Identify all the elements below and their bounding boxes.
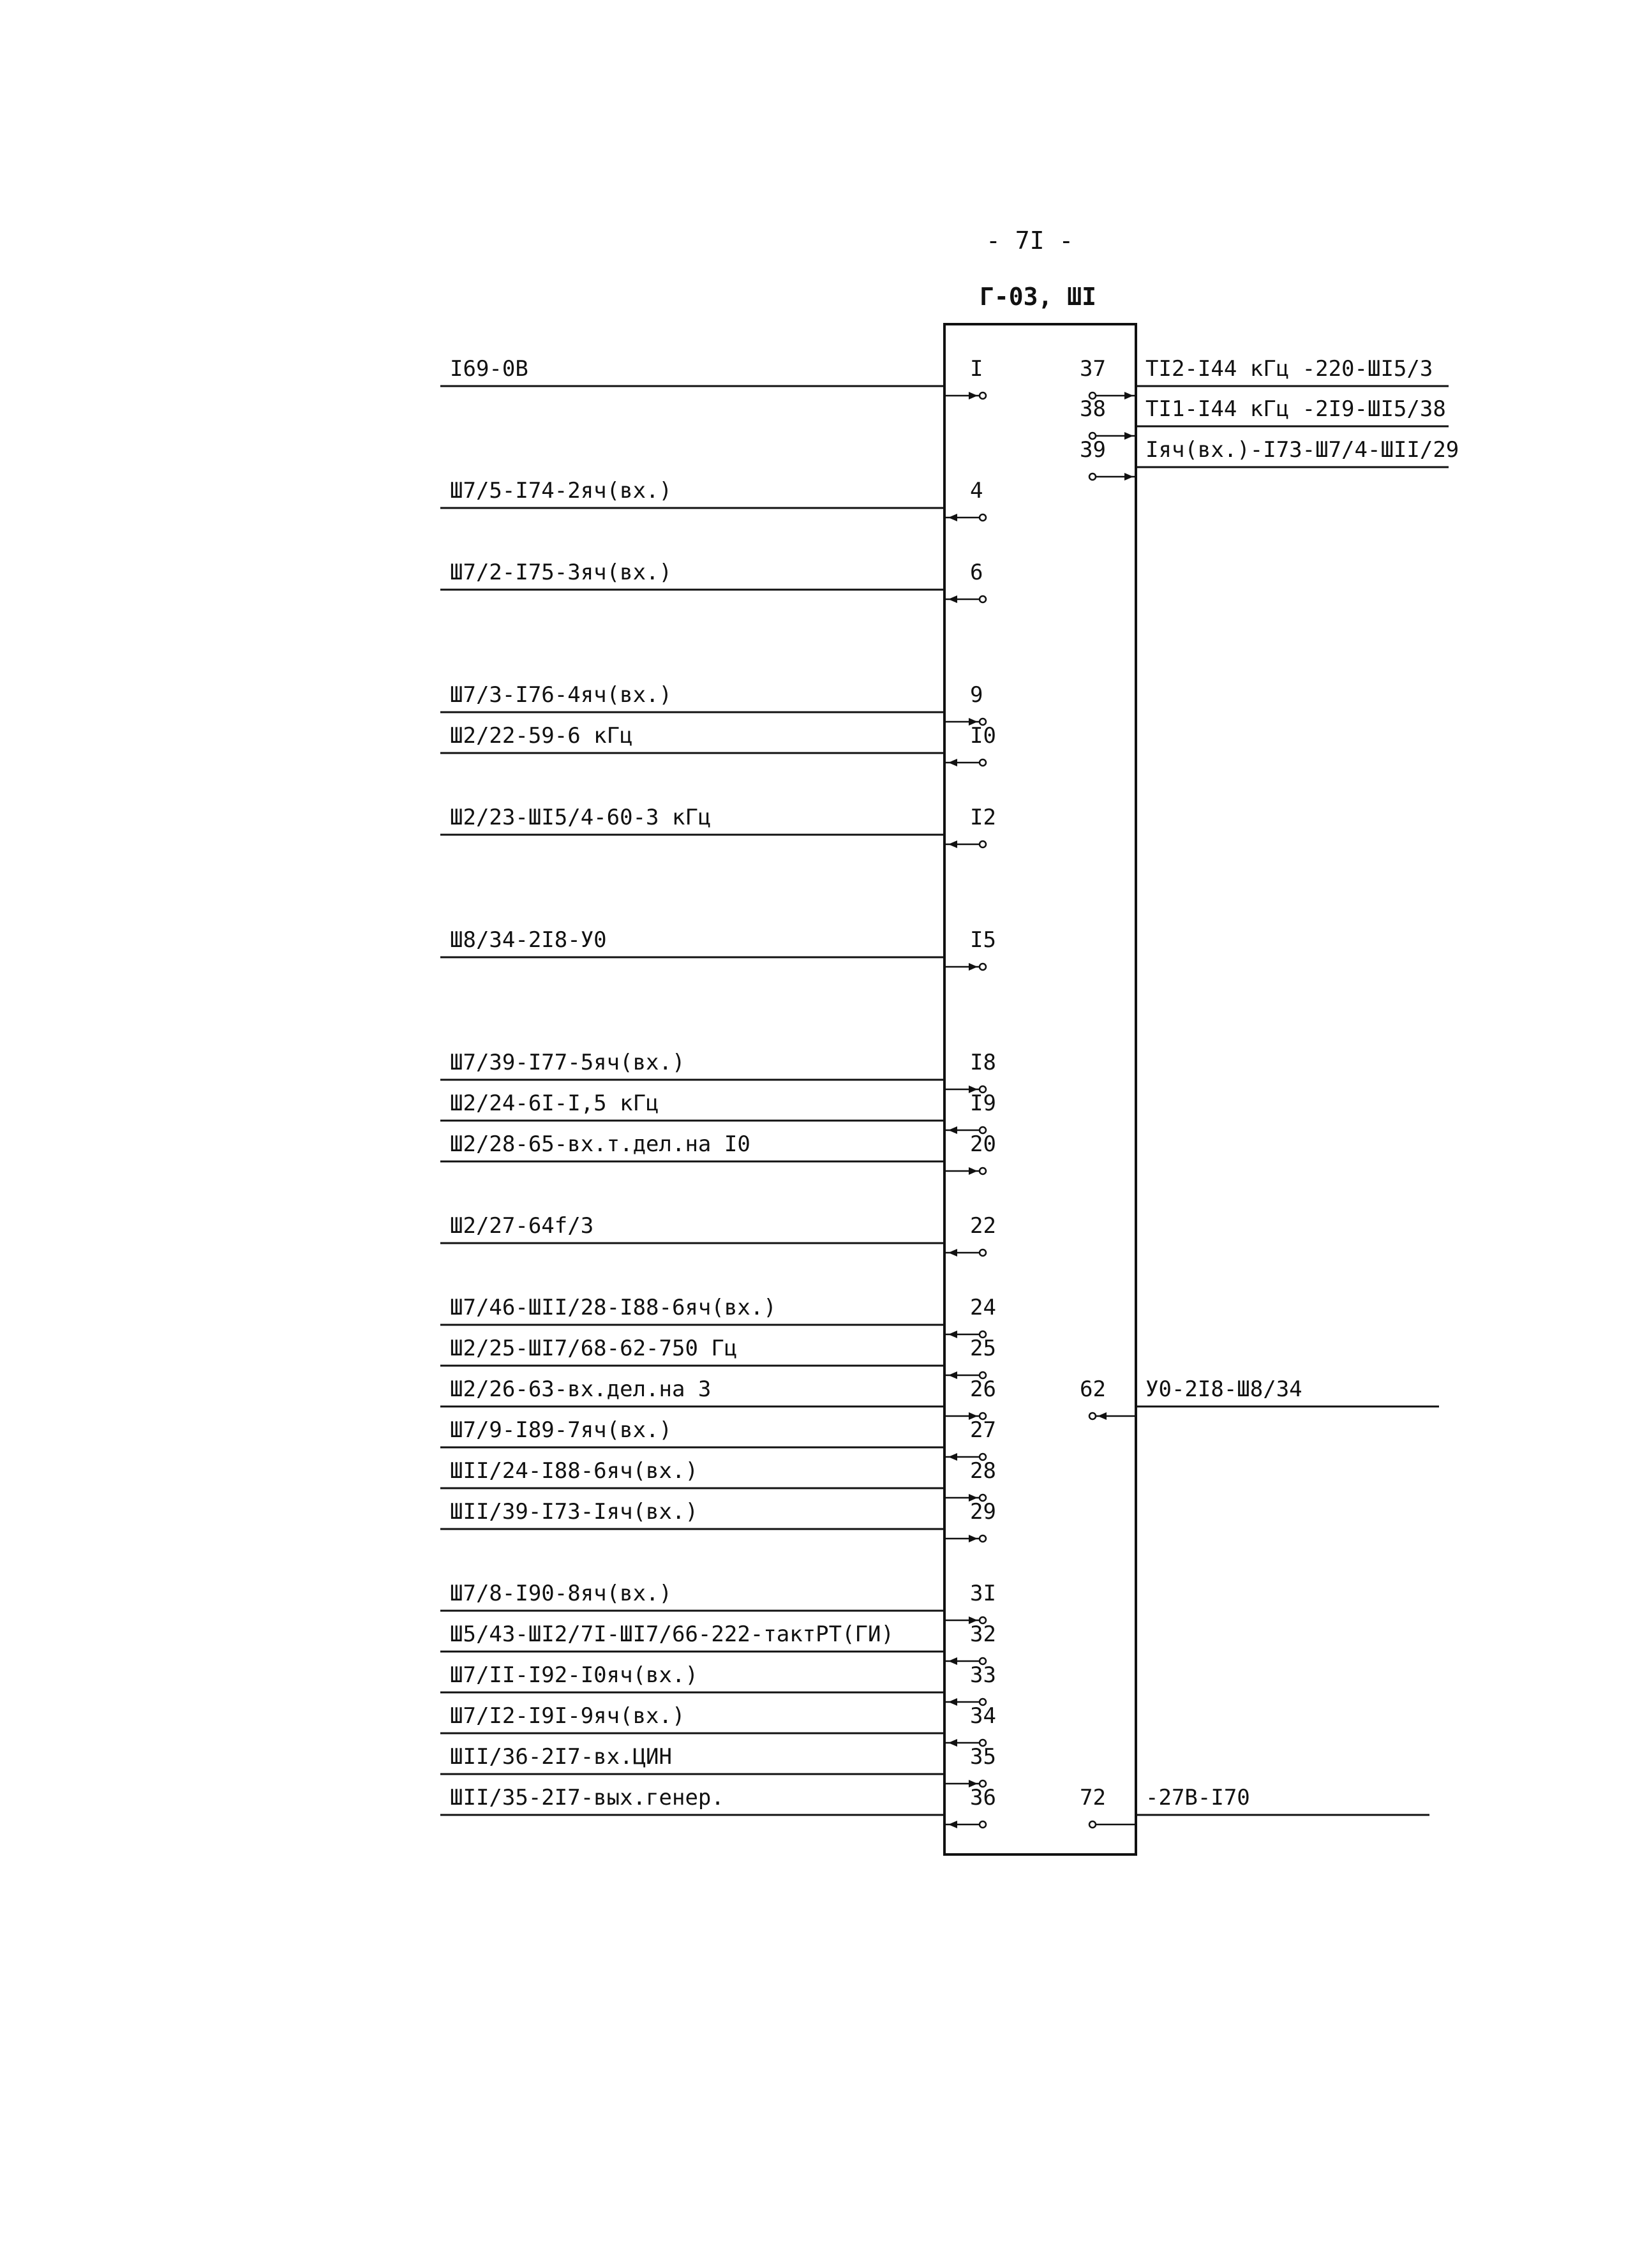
pin-number: 36	[970, 1785, 996, 1810]
arrow-out-icon	[948, 1739, 957, 1747]
connection-label: ШII/35-2I7-вых.генер.	[450, 1785, 724, 1810]
left-connection	[440, 1744, 996, 1787]
arrow-in-icon	[969, 1167, 978, 1175]
pin-number: 28	[970, 1458, 996, 1484]
pin-number: 38	[1080, 396, 1106, 422]
arrow-in-icon	[1098, 1412, 1107, 1420]
pin-number: 34	[970, 1703, 996, 1729]
arrow-in-icon	[969, 1535, 978, 1542]
pin-number: 37	[1080, 356, 1106, 382]
pin-number: 32	[970, 1622, 996, 1647]
connection-label: Ш2/27-64f/3	[450, 1213, 594, 1239]
pin-number: 27	[970, 1417, 996, 1443]
left-connection	[440, 1336, 996, 1379]
arrow-out-icon	[948, 595, 957, 603]
pin-number: 26	[970, 1376, 996, 1402]
connection-label: Ш7/9-I89-7яч(вх.)	[450, 1417, 672, 1443]
connection-label: Ш2/28-65-вх.т.дел.на I0	[450, 1131, 750, 1157]
left-connection	[440, 478, 986, 521]
terminal-circle	[980, 392, 986, 399]
connection-label: Ш2/22-59-6 кГц	[450, 723, 633, 749]
left-connection	[440, 1050, 996, 1093]
left-connection	[440, 1499, 996, 1542]
connection-label: Ш7/8-I90-8яч(вх.)	[450, 1581, 672, 1606]
left-connection	[440, 1703, 996, 1747]
connection-label: Ш8/34-2I8-У0	[450, 927, 607, 953]
page-number: - 7I -	[986, 227, 1074, 255]
arrow-out-icon	[1124, 473, 1133, 481]
pin-number: I8	[970, 1050, 996, 1075]
left-connection	[440, 927, 996, 971]
pin-number: 35	[970, 1744, 996, 1770]
pin-number: 6	[970, 560, 983, 585]
pin-number: 9	[970, 682, 983, 708]
left-connection	[440, 1131, 996, 1175]
left-connection	[440, 1376, 996, 1420]
pin-number: 39	[1080, 437, 1106, 463]
left-connections	[440, 356, 996, 1828]
arrow-out-icon	[948, 1331, 957, 1338]
pin-number: I9	[970, 1091, 996, 1116]
pin-number: 20	[970, 1131, 996, 1157]
terminal-circle	[980, 1535, 986, 1542]
connection-label: Ш7/3-I76-4яч(вх.)	[450, 682, 672, 708]
connection-label: ШII/39-I73-Iяч(вх.)	[450, 1499, 698, 1525]
arrow-out-icon	[948, 1371, 957, 1379]
connection-label: У0-2I8-Ш8/34	[1145, 1376, 1302, 1402]
connection-label: Ш2/26-63-вх.дел.на 3	[450, 1376, 712, 1402]
left-connection	[440, 560, 986, 603]
terminal-circle	[980, 759, 986, 766]
arrow-out-icon	[948, 1698, 957, 1706]
terminal-circle	[980, 1250, 986, 1256]
pin-number: 62	[1080, 1376, 1106, 1402]
left-connection	[440, 682, 986, 726]
left-connection	[440, 1091, 996, 1134]
left-connection	[440, 805, 996, 848]
arrow-out-icon	[948, 1126, 957, 1134]
arrow-out-icon	[948, 1821, 957, 1828]
left-connection	[440, 1295, 996, 1338]
left-connection	[440, 356, 986, 399]
terminal-circle	[980, 596, 986, 602]
connection-label: Ш7/5-I74-2яч(вх.)	[450, 478, 672, 504]
right-connection	[1080, 1785, 1429, 1828]
left-connection	[440, 1213, 996, 1257]
connection-label: Ш2/25-ШI7/68-62-750 Гц	[450, 1336, 738, 1361]
terminal-circle	[980, 841, 986, 847]
connection-label: ШII/36-2I7-вх.ЦИН	[450, 1744, 672, 1770]
arrow-in-icon	[969, 392, 978, 399]
connection-label: I69-0В	[450, 356, 528, 382]
terminal-circle	[980, 1168, 986, 1174]
arrow-out-icon	[948, 1657, 957, 1665]
connection-label: Ш2/24-6I-I,5 кГц	[450, 1091, 659, 1116]
arrow-out-icon	[948, 514, 957, 521]
left-connection	[440, 1458, 996, 1502]
arrow-in-icon	[969, 963, 978, 971]
pin-number: 25	[970, 1336, 996, 1361]
arrow-out-icon	[948, 1249, 957, 1257]
connection-label: Ш5/43-ШI2/7I-ШI7/66-222-тактРТ(ГИ)	[450, 1622, 894, 1647]
connection-label: Ш7/2-I75-3яч(вх.)	[450, 560, 672, 585]
terminal-circle	[1089, 474, 1096, 480]
pin-number: I0	[970, 723, 996, 749]
terminal-circle	[980, 964, 986, 970]
left-connection	[440, 1417, 996, 1461]
pin-number: 24	[970, 1295, 996, 1320]
pin-number: I2	[970, 805, 996, 830]
pin-number: 72	[1080, 1785, 1106, 1810]
right-connection	[1080, 1376, 1439, 1420]
pin-number: 3I	[970, 1581, 996, 1606]
connection-label: -27В-I70	[1145, 1785, 1250, 1810]
left-connection	[440, 1662, 996, 1706]
arrow-out-icon	[948, 1453, 957, 1461]
arrow-out-icon	[1124, 432, 1133, 440]
terminal-circle	[1089, 1821, 1096, 1828]
arrow-out-icon	[1124, 392, 1133, 399]
arrow-out-icon	[948, 840, 957, 848]
connection-label: TI1-I44 кГц -2I9-ШI5/38	[1145, 396, 1446, 422]
arrow-out-icon	[948, 759, 957, 766]
connection-label: Ш7/46-ШII/28-I88-6яч(вх.)	[450, 1295, 777, 1320]
left-connection	[440, 723, 996, 766]
connection-label: Ш7/39-I77-5яч(вх.)	[450, 1050, 685, 1075]
connection-label: ШII/24-I88-6яч(вх.)	[450, 1458, 698, 1484]
left-connection	[440, 1785, 996, 1828]
pin-number: 33	[970, 1662, 996, 1688]
connection-label: Ш2/23-ШI5/4-60-3 кГц	[450, 805, 712, 830]
connection-label: Iяч(вх.)-I73-Ш7/4-ШII/29	[1145, 437, 1459, 463]
left-connection	[440, 1581, 996, 1624]
pin-number: 22	[970, 1213, 996, 1239]
terminal-circle	[980, 1821, 986, 1828]
connection-label: Ш7/II-I92-I0яч(вх.)	[450, 1662, 698, 1688]
left-connection	[440, 1622, 996, 1665]
pin-number: 29	[970, 1499, 996, 1525]
block-title: Г-03, ШI	[980, 283, 1097, 311]
terminal-circle	[980, 514, 986, 521]
connection-label: Ш7/I2-I9I-9яч(вх.)	[450, 1703, 685, 1729]
connection-label: TI2-I44 кГц -220-ШI5/3	[1145, 356, 1433, 382]
pin-number: 4	[970, 478, 983, 504]
terminal-circle	[1089, 1413, 1096, 1419]
pin-number: I	[970, 356, 983, 382]
pin-number: I5	[970, 927, 996, 953]
